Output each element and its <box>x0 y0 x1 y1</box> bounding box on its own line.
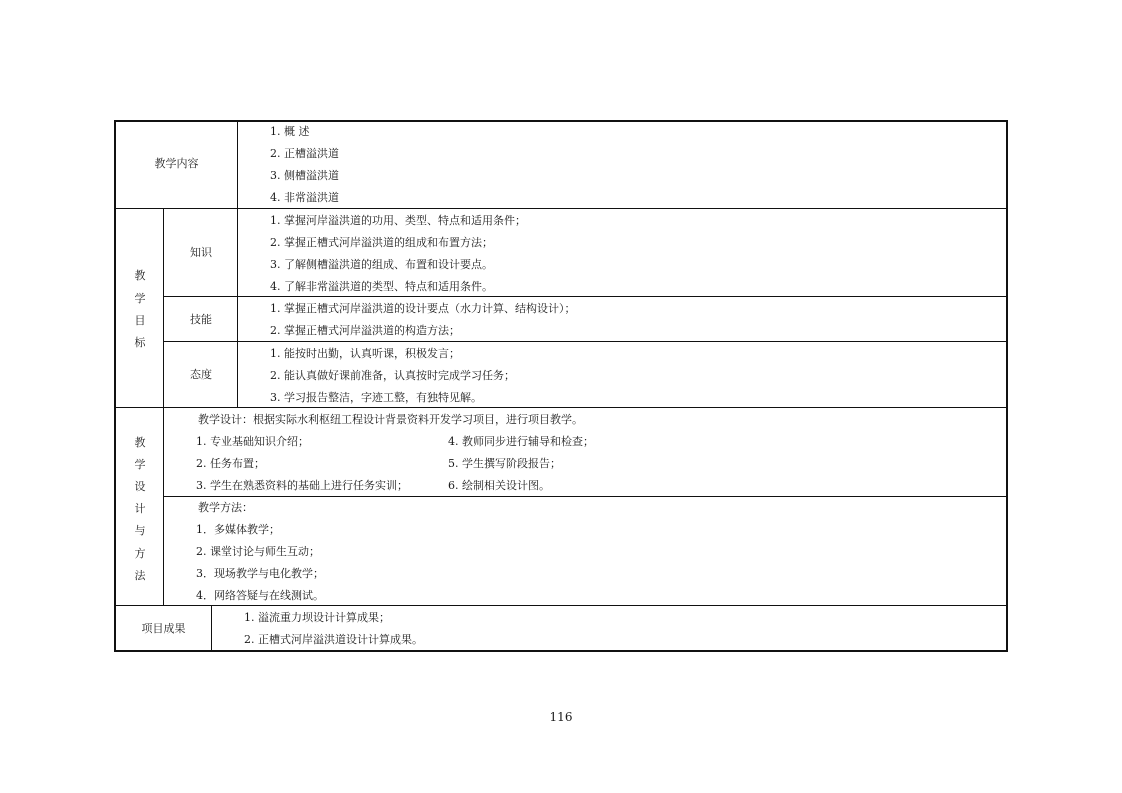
page-number: 116 <box>549 710 573 724</box>
row-divider <box>114 605 1008 606</box>
design-item: 5. 学生撰写阶段报告； <box>448 457 561 470</box>
results-label: 项目成果 <box>141 622 186 635</box>
design-label-char: 教 <box>134 436 146 449</box>
row-divider <box>163 296 1008 297</box>
objectives-label-char: 目 <box>134 314 146 327</box>
objectives-label-char: 教 <box>134 269 146 282</box>
design-label-char: 方 <box>134 547 146 560</box>
row-divider <box>163 496 1008 497</box>
method-item: 3．现场教学与电化教学； <box>196 567 324 580</box>
content-label: 教学内容 <box>154 157 199 170</box>
attitude-item: 3. 学习报告整洁，字迹工整，有独特见解。 <box>270 391 482 404</box>
attitude-item: 1. 能按时出勤，认真听课，积极发言； <box>270 347 460 360</box>
content-item: 3. 侧槽溢洪道 <box>270 169 339 182</box>
row-divider <box>114 208 1008 209</box>
knowledge-item: 2. 掌握正槽式河岸溢洪道的组成和布置方法； <box>270 236 493 249</box>
knowledge-item: 1. 掌握河岸溢洪道的功用、类型、特点和适用条件； <box>270 214 526 227</box>
objectives-label-char: 学 <box>134 292 146 305</box>
row-divider <box>163 341 1008 342</box>
column-divider <box>237 120 238 408</box>
design-label-char: 设 <box>134 480 146 493</box>
design-item: 2. 任务布置； <box>196 457 265 470</box>
skills-item: 2. 掌握正槽式河岸溢洪道的构造方法； <box>270 324 460 337</box>
design-item: 4. 教师同步进行辅导和检查； <box>448 435 594 448</box>
column-divider <box>211 605 212 652</box>
method-item: 2. 课堂讨论与师生互动； <box>196 545 320 558</box>
column-divider <box>163 208 164 606</box>
design-title: 教学设计：根据实际水利枢纽工程设计背景资料开发学习项目，进行项目教学。 <box>198 413 583 426</box>
attitude-label: 态度 <box>190 368 212 381</box>
design-label-char: 法 <box>134 569 146 582</box>
design-label-char: 学 <box>134 458 146 471</box>
design-item: 6. 绘制相关设计图。 <box>448 479 550 492</box>
design-label-char: 计 <box>134 502 146 515</box>
objectives-label-char: 标 <box>134 336 146 349</box>
skills-item: 1. 掌握正槽式河岸溢洪道的设计要点（水力计算、结构设计）； <box>270 302 576 315</box>
content-item: 4. 非常溢洪道 <box>270 191 339 204</box>
row-divider <box>114 407 1008 408</box>
attitude-item: 2. 能认真做好课前准备，认真按时完成学习任务； <box>270 369 515 382</box>
design-label-char: 与 <box>134 524 146 537</box>
design-item: 1. 专业基础知识介绍； <box>196 435 309 448</box>
skills-label: 技能 <box>190 313 212 326</box>
method-title: 教学方法： <box>198 501 253 514</box>
knowledge-item: 3. 了解侧槽溢洪道的组成、布置和设计要点。 <box>270 258 493 271</box>
method-item: 1．多媒体教学； <box>196 523 280 536</box>
design-item: 3. 学生在熟悉资料的基础上进行任务实训； <box>196 479 408 492</box>
method-item: 4．网络答疑与在线测试。 <box>196 589 324 602</box>
results-item: 2. 正槽式河岸溢洪道设计计算成果。 <box>244 633 423 646</box>
knowledge-item: 4. 了解非常溢洪道的类型、特点和适用条件。 <box>270 280 493 293</box>
results-item: 1. 溢流重力坝设计计算成果； <box>244 611 390 624</box>
content-item: 1. 概 述 <box>270 125 310 138</box>
content-item: 2. 正槽溢洪道 <box>270 147 339 160</box>
knowledge-label: 知识 <box>190 246 212 259</box>
